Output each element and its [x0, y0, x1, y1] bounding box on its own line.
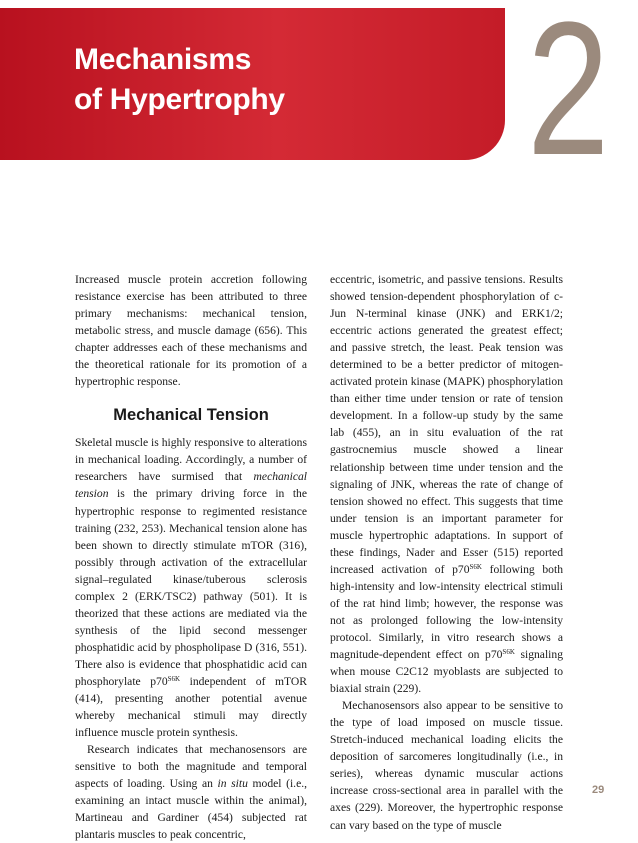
text-run: Research indicates that mechanosensors are sensitive to both the magnitude and temporal aspects of loading. Using an [75, 743, 307, 791]
body-paragraph [75, 434, 307, 741]
body-paragraph [75, 741, 307, 843]
superscript: S6K [167, 674, 181, 683]
text-run: Skeletal muscle is highly responsive to alterations in mechanical loading. Accordingly, a number of researchers have surmised that [75, 436, 307, 484]
chapter-title-line-1: Mechanisms [74, 43, 252, 76]
chapter-title [74, 40, 285, 120]
body-paragraph: Mechanosensors also appear to be sensitive to the type of load imposed on muscle tissue. Stretch-induced mechanical loading elicits the deposition of sarcomeres longitudinally (i.e., in series), whereas dynamic muscular actions increase cross-sectional area in parallel with the axes (229). Moreover, the hypertrophic response can vary based on the type of muscle [330, 699, 563, 832]
chapter-number: 2 [527, 0, 610, 195]
text-run: eccentric, isometric, and passive tensions. Results showed tension-dependent phosphorylation of c-Jun N-terminal kinase (JNK) and ERK1/2; eccentric actions generated the greatest effect; and passive stretch, the least. Peak tension was determined to be a better predictor of mitogen-activated protein kinase (MAPK) phosphorylation than either time under tension or rate of tension development. In a follow-up study by the same lab (455), an in situ evaluation of the rat gastrocnemius muscle showed a linear relationship between time under tension and the signaling of JNK, whereas the rate of change of tension showed no effect. This suggests that time under tension is an important parameter for muscle hypertrophic adaptations. In support of these findings, Nader and Esser (515) reported increased activation of p70 [330, 273, 563, 576]
superscript: S6K [469, 562, 482, 571]
body-paragraph [330, 271, 563, 697]
text-run: independent of mTOR (414), presenting another potential avenue whereby mechanical stimuli may directly influence muscle protein synthesis. [75, 674, 307, 740]
text-run: is the primary driving force in the hypertrophic response to regimented resistance training (232, 253). Mechanical tension alone has been shown to directly stimulate mTOR (316), possibly through activation of the extracellular signal–regulated kinase/tuberous sclerosis complex 2 (ERK/TSC2) pathway (501). It is theorized that these actions are mediated via the synthesis of the lipid second messenger phosphatidic acid by phospholipase D (316, 551). There also is evidence that phosphatidic acid can phosphorylate p70 [75, 487, 307, 688]
intro-paragraph: Increased muscle protein accretion following resistance exercise has been attributed to three primary mechanisms: mechanical tension, metabolic stress, and muscle damage (656). This chapter addresses each of these mechanisms and the theoretical rationale for its promotion of a hypertrophic response. [75, 273, 307, 389]
italic-term: in situ [217, 777, 248, 791]
left-column [75, 271, 307, 843]
text-run: signaling when mouse C2C12 myoblasts are subjected to biaxial strain (229). [330, 648, 563, 696]
text-run: following both high-intensity and low-intensity electrical stimuli of the rat hind limb; however, the response was not as prolonged following the low-intensity protocol. Similarly, in vitro research shows a magnitude-dependent effect on p70 [330, 562, 563, 662]
section-heading: Mechanical Tension [113, 406, 269, 425]
page-number: 29 [592, 784, 605, 796]
italic-term: mechanical tension [75, 470, 307, 501]
right-column [330, 271, 563, 834]
text-run: model (i.e., examining an intact muscle within the animal), Martineau and Gardiner (454) subjected rat plantaris muscles to peak concentric, [75, 777, 308, 842]
chapter-title-line-2: of Hypertrophy [74, 83, 285, 116]
superscript: S6K [502, 648, 515, 657]
